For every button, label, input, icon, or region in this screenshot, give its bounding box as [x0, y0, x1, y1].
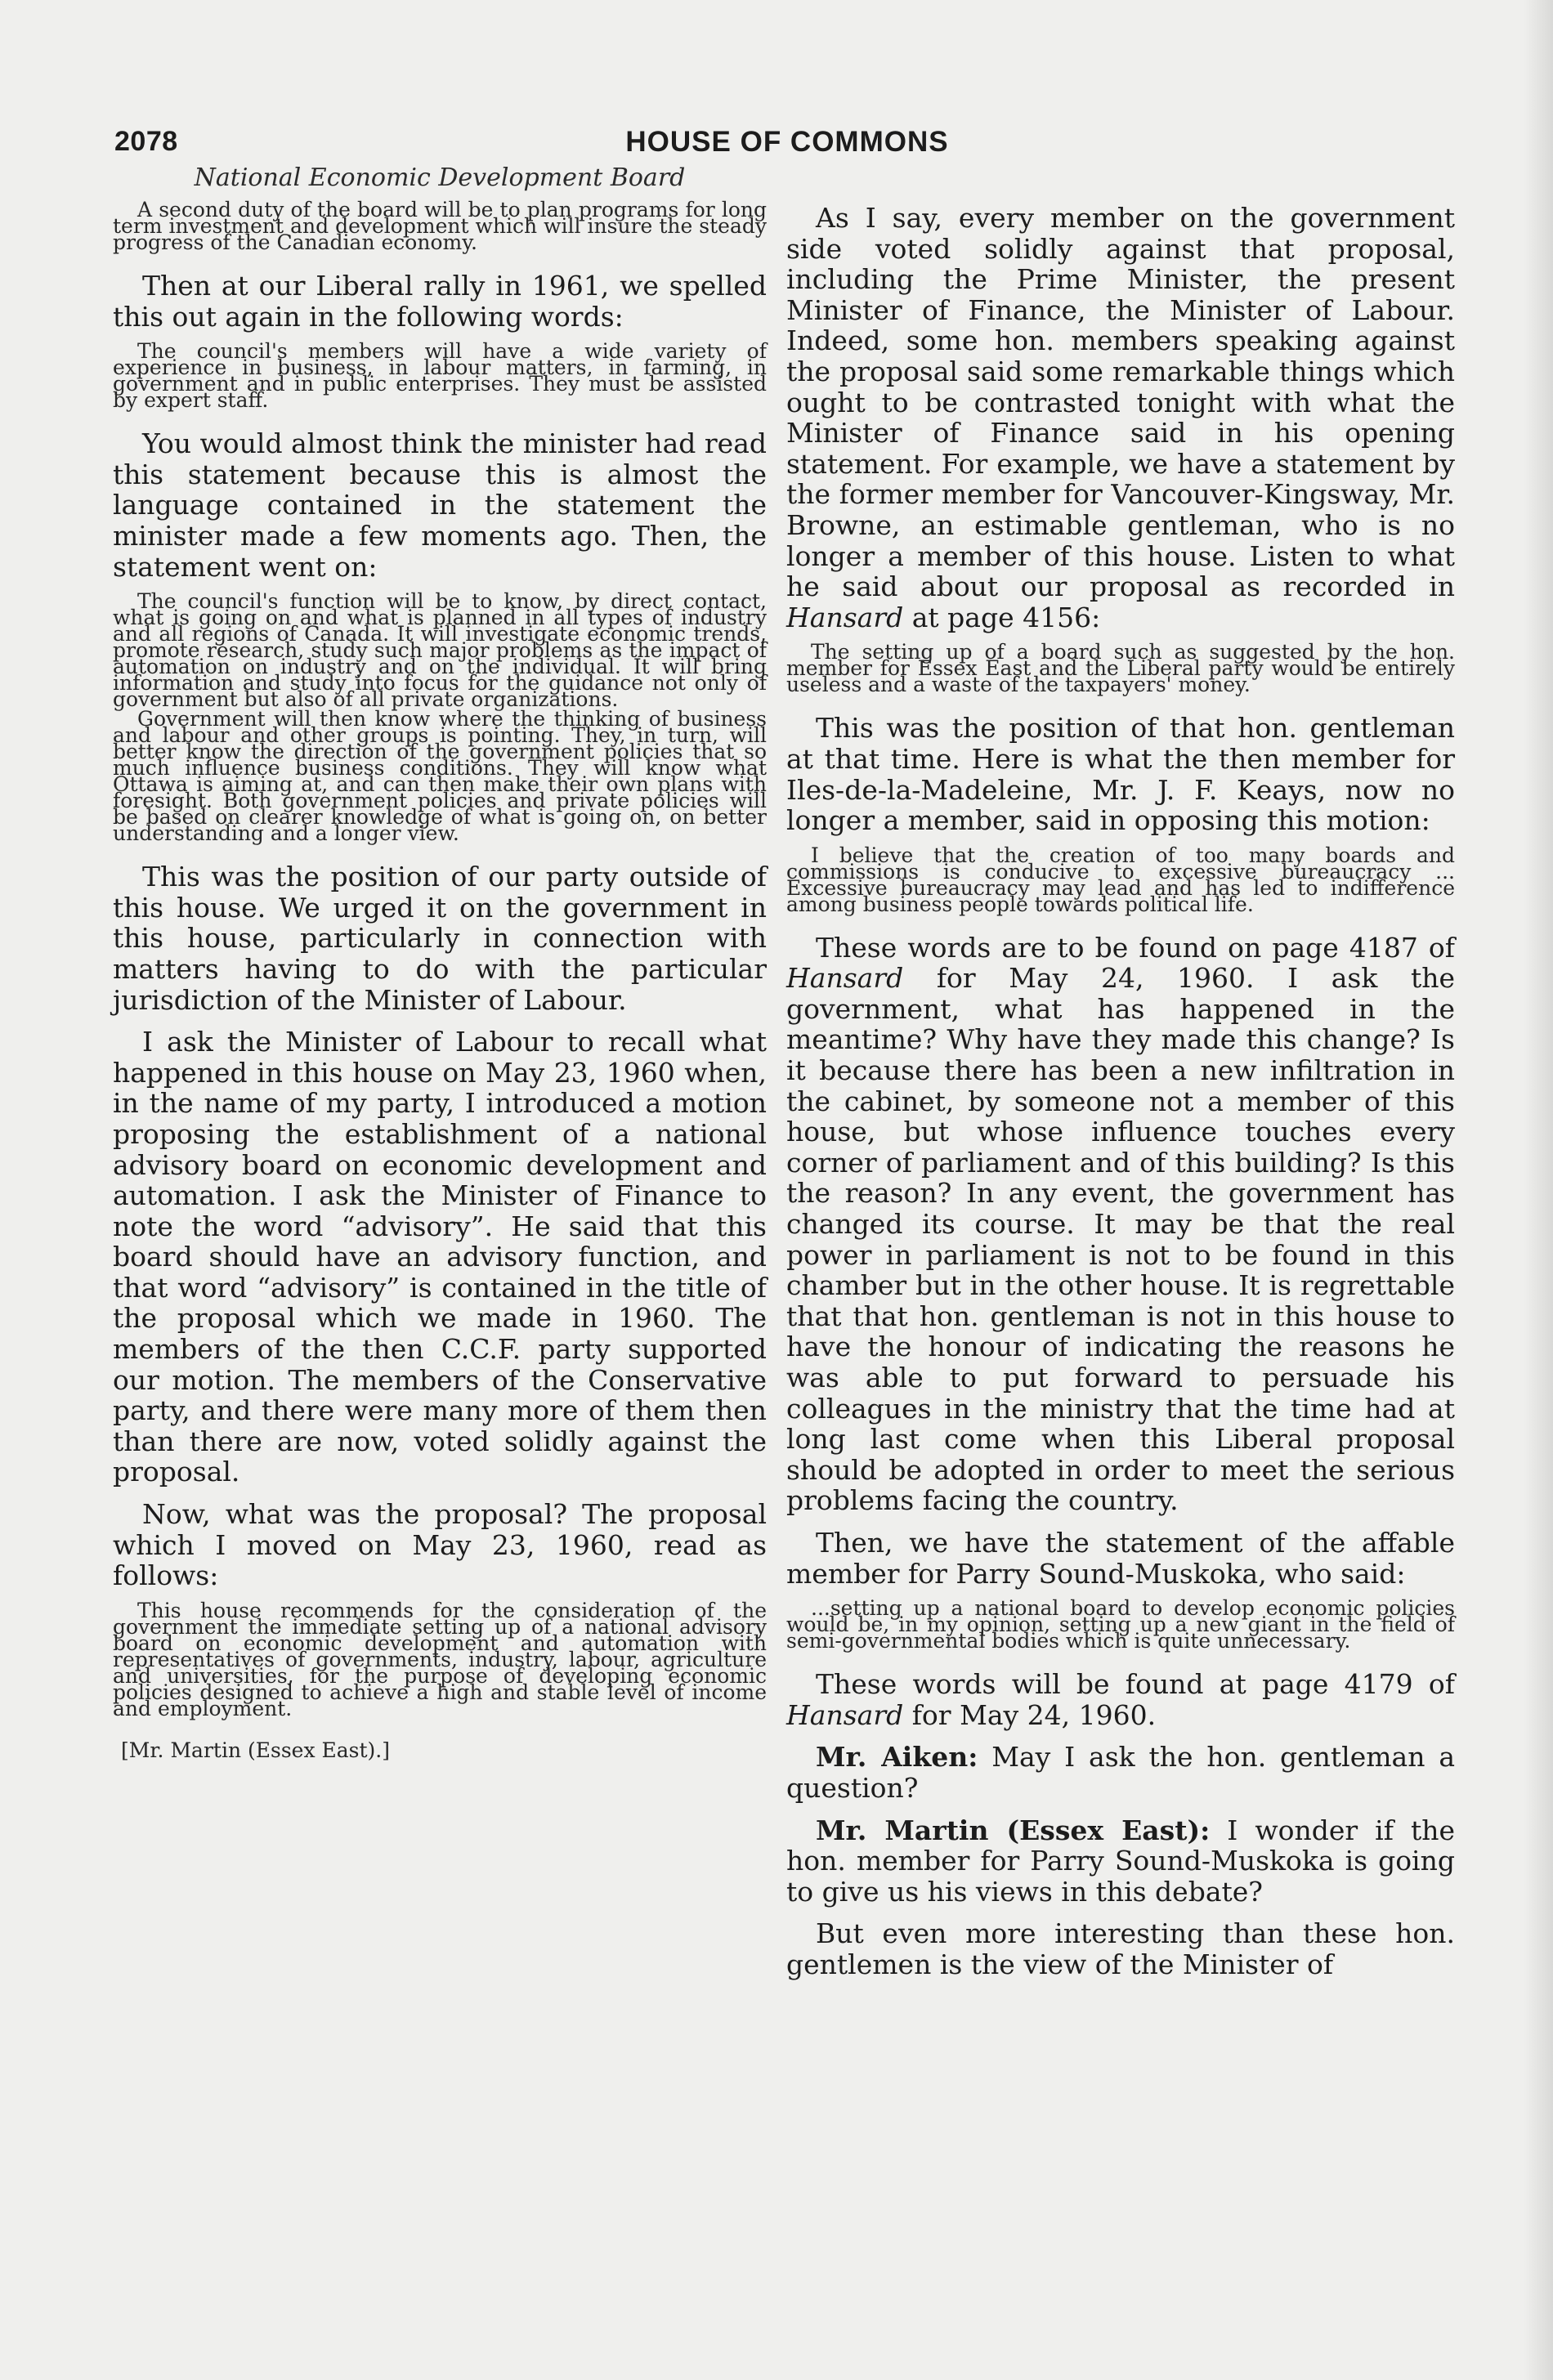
paragraph: I ask the Minister of Labour to recall what happened in this house on May 23, 1960 when, in the name of my party, I introduced a motion proposing the establishment of a national advisory board on economic development and automation. I ask the Minister of Finance to note the word “advisory”. He said that this board should have an advisory function, and that word “advisory” is contained in the title of the proposal which we made in 1960. The members of the then C.C.F. party supported our motion. The members of the Conservative party, and there were many more of them then than there are now, voted solidly against the proposal. [113, 1026, 767, 1488]
paragraph-text: These words will be found at page 4179 of [816, 1668, 1455, 1701]
page-number: 2078 [114, 126, 178, 157]
paragraph-text: at page 4156: [911, 601, 1101, 633]
paragraph: This was the position of our party outside of this house. We urged it on the government in this house, particularly in connection with matters having to do with the particular jurisdiction of the Minister of Labour. [113, 861, 767, 1016]
paragraph: Then, we have the statement of the affable member for Parry Sound-Muskoka, who said: [786, 1526, 1455, 1590]
page-header [113, 123, 1461, 163]
right-column [786, 203, 1455, 1992]
paragraph: Now, what was the proposal? The proposal which I moved on May 23, 1960, read as follows: [113, 1498, 767, 1592]
speech-paragraph [786, 1742, 1455, 1803]
hansard-reference: Hansard [786, 1698, 904, 1731]
paragraph [786, 1669, 1455, 1730]
quote-block: Government will then know where the thinking of business and labour and other groups is pointing. They, in turn, will better know the direction of the government policies that so much influence business conditions. They will know what Ottawa is aiming at, and can then make their own plans with foresight. Both government policies and private policies will be based on clearer knowledge of what is going on, on better understanding and a longer view. [113, 707, 767, 846]
paragraph-text: As I say, every member on the government side voted solidly against that proposal, including the Prime Minister, the present Minister of Finance, the Minister of Labour. Indeed, some hon. members speaking against the proposal said some remarkable things which ought to be contrasted tonight with what the Minister of Finance said in his opening statement. For example, we have a statement by the former member for Vancouver-Kingsway, Mr. Browne, an estimable gentleman, who is no longer a member of this house. Listen to what he said about our proposal as recorded in [786, 202, 1455, 603]
hansard-reference: Hansard [786, 601, 904, 633]
paragraph: Then at our Liberal rally in 1961, we spelled this out again in the following words: [113, 270, 767, 333]
quote-block: ...setting up a national board to develop economic policies would be, in my opinion, setting up a new giant in the field of semi-governmental bodies which is quite unnecessary. [786, 1596, 1455, 1653]
paragraph: But even more interesting than these hon. gentlemen is the view of the Minister of [786, 1917, 1455, 1980]
page-edge-shadow [1524, 0, 1553, 2380]
speech-text: May I ask the hon. gentleman a question? [786, 1741, 1455, 1804]
paragraph-text: These words are to be found on page 4187 of [816, 931, 1455, 964]
quote-block: The council's function will be to know, by direct contact, what is going on and what is planned in all types of industry and all regions of Canada. It will investigate economic trends, promote research, study such major problems as the impact of automation on industry and on the individual. It will bring information and study into focus for the guidance not only of government but also of all private organizations. [113, 589, 767, 712]
paragraph: You would almost think the minister had read this statement because this is almost the language contained in the statement the minister made a few moments ago. Then, the statement went on: [113, 427, 767, 583]
journal-title: HOUSE OF COMMONS [625, 126, 949, 158]
speech-text: I wonder if the hon. member for Parry Sound-Muskoka is going to give us his views in this debate? [786, 1814, 1455, 1908]
speaker-name: Mr. Aiken: [816, 1741, 978, 1774]
hansard-reference: Hansard [786, 962, 904, 995]
left-column [113, 163, 767, 1762]
quote-block: A second duty of the board will be to plan programs for long term investment and development which will insure the steady progress of the Canadian economy. [113, 198, 767, 254]
paragraph-text: for May 24, 1960. I ask the government, what has happened in the meantime? Why have they made this change? Is it because there has been a new infiltration in the cabinet, by someone not a member of this house, but whose influence touches every corner of parliament and of this building? Is this the reason? In any event, the government has changed its course. It may be that the real power in parliament is not to be found in this chamber but in the other house. It is regrettable that that hon. gentleman is not in this house to have the honour of indicating the reasons he was able to put forward to persuade his colleagues in the ministry that the time had at long last come when this Liberal proposal should be adopted in order to meet the serious problems facing the country. [786, 962, 1455, 1517]
quote-block: The setting up of a board such as suggested by the hon. member for Essex East and the Liberal party would be entirely useless and a waste of the taxpayers' money. [786, 640, 1455, 697]
quote-block: The council's members will have a wide variety of experience in business, in labour matters, in farming, in government and in public enterprises. They must be assisted by expert staff. [113, 339, 767, 413]
quote-block: I believe that the creation of too many boards and commissions is conducive to excessive bureaucracy ... Excessive bureaucracy may lead and has led to indifference among business people towards political life. [786, 843, 1455, 916]
speaker-attribution: [Mr. Martin (Essex East).] [121, 1738, 390, 1762]
paragraph [786, 203, 1455, 633]
paragraph-text: for May 24, 1960. [911, 1698, 1157, 1731]
speaker-name: Mr. Martin (Essex East): [816, 1814, 1211, 1846]
paragraph [786, 933, 1455, 1516]
running-head: National Economic Development Board [194, 163, 686, 192]
speech-paragraph [786, 1815, 1455, 1908]
paragraph: This was the position of that hon. gentleman at that time. Here is what the then member for Iles-de-la-Madeleine, Mr. J. F. Keays, now no longer a member, said in opposing this motion: [786, 712, 1455, 837]
quote-block: This house recommends for the consideration of the government the immediate setting up of a national advisory board on economic development and automation with representatives of governments, industry, labour, agriculture and universities, for the purpose of developing economic policies designed to achieve a high and stable level of income and employment. [113, 1598, 767, 1720]
